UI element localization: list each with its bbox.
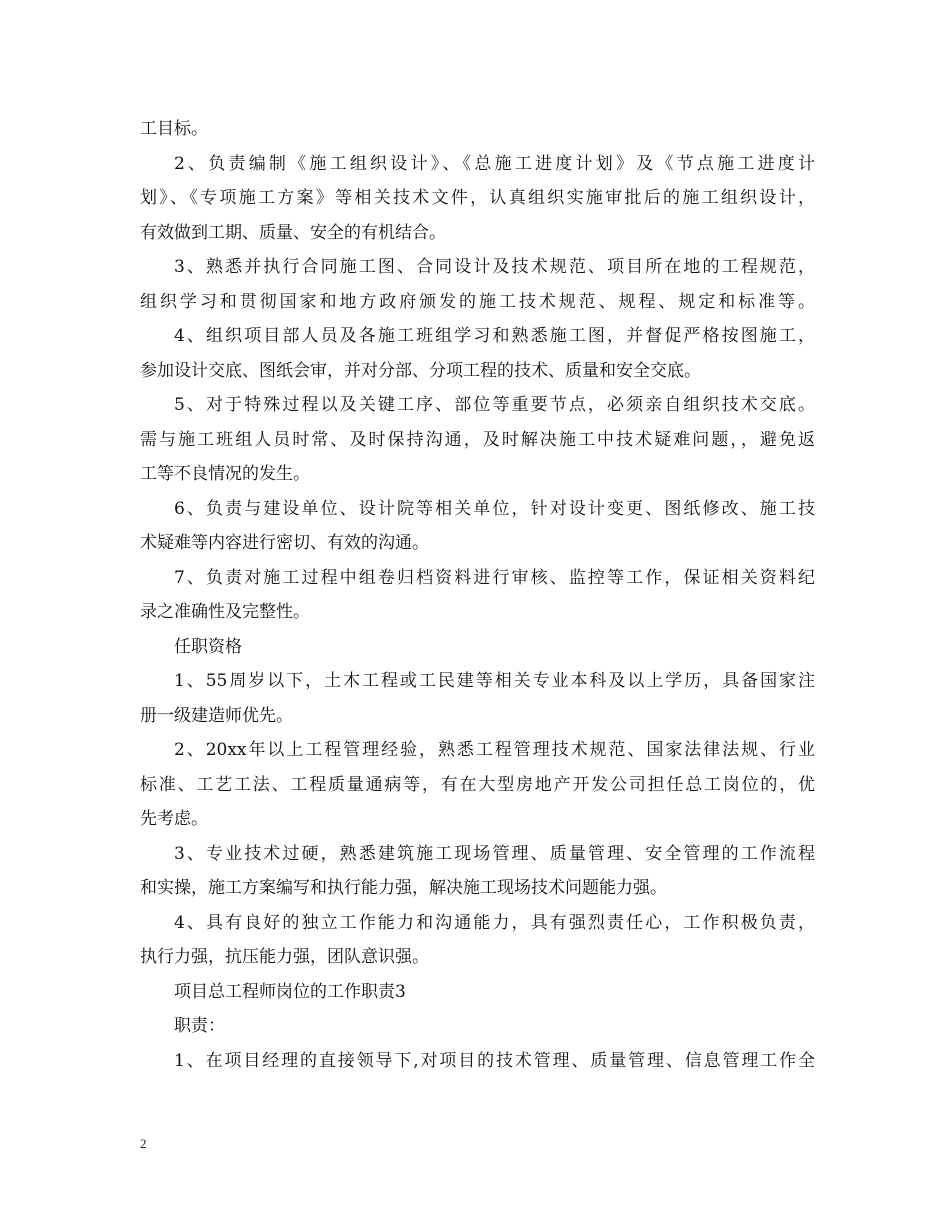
text-line: 术疑难等内容进行密切、有效的沟通。 xyxy=(140,533,429,553)
text-line: 有效做到工期、质量、安全的有机结合。 xyxy=(140,222,446,243)
text-line: 1、55周岁以下，土木工程或工民建等相关专业本科及以上学历，具备国家注 xyxy=(174,671,815,691)
text-line: 6、负责与建设单位、设计院等相关单位，针对设计变更、图纸修改、施工技 xyxy=(174,498,815,519)
text-line: 2、20xx年以上工程管理经验，熟悉工程管理技术规范、国家法律法规、行业 xyxy=(174,740,815,760)
text-line: 标准、工艺工法、工程质量通病等，有在大型房地产开发公司担任总工岗位的，优 xyxy=(140,774,815,795)
text-line: 2、负责编制《施工组织设计》、《总施工进度计划》及《节点施工进度计 xyxy=(174,153,815,174)
section-heading: 项目总工程师岗位的工作职责3 xyxy=(174,981,406,1002)
text-line: 执行力强，抗压能力强，团队意识强。 xyxy=(140,947,429,967)
text-line: 参加设计交底、图纸会审，并对分部、分项工程的技术、质量和安全交底。 xyxy=(140,360,701,381)
document-body xyxy=(140,112,815,1078)
text-line: 4、具有良好的独立工作能力和沟通能力，具有强烈责任心，工作积极负责， xyxy=(174,912,815,933)
page-number: 2 xyxy=(140,1136,147,1151)
text-line: 4、组织项目部人员及各施工班组学习和熟悉施工图，并督促严格按图施工， xyxy=(174,326,815,346)
text-line: 和实操，施工方案编写和执行能力强，解决施工现场技术问题能力强。 xyxy=(140,878,667,898)
text-line: 7、负责对施工过程中组卷归档资料进行审核、监控等工作，保证相关资料纪 xyxy=(174,567,815,588)
text-line: 需与施工班组人员时常、及时保持沟通，及时解决施工中技术疑难问题，，避免返 xyxy=(140,429,815,450)
text-line: 3、专业技术过硬，熟悉建筑施工现场管理、质量管理、安全管理的工作流程 xyxy=(174,843,815,864)
text-line: 先考虑。 xyxy=(140,809,208,829)
text-line: 工目标。 xyxy=(140,119,208,139)
section-heading: 职责： xyxy=(174,1016,225,1036)
text-line: 5、对于特殊过程以及关键工序、部位等重要节点，必须亲自组织技术交底。 xyxy=(174,395,815,415)
section-heading: 任职资格 xyxy=(174,636,242,657)
text-line: 册一级建造师优先。 xyxy=(140,705,293,726)
text-line: 组织学习和贯彻国家和地方政府颁发的施工技术规范、规程、规定和标准等。 xyxy=(140,291,815,312)
text-line: 3、熟悉并执行合同施工图、合同设计及技术规范、项目所在地的工程规范， xyxy=(174,257,815,277)
text-line: 划》、《专项施工方案》等相关技术文件，认真组织实施审批后的施工组织设计， xyxy=(140,188,815,208)
text-line: 工等不良情况的发生。 xyxy=(140,464,310,484)
text-line: 1、在项目经理的直接领导下,对项目的技术管理、质量管理、信息管理工作全 xyxy=(174,1050,815,1071)
text-line: 录之准确性及完整性。 xyxy=(140,602,310,622)
